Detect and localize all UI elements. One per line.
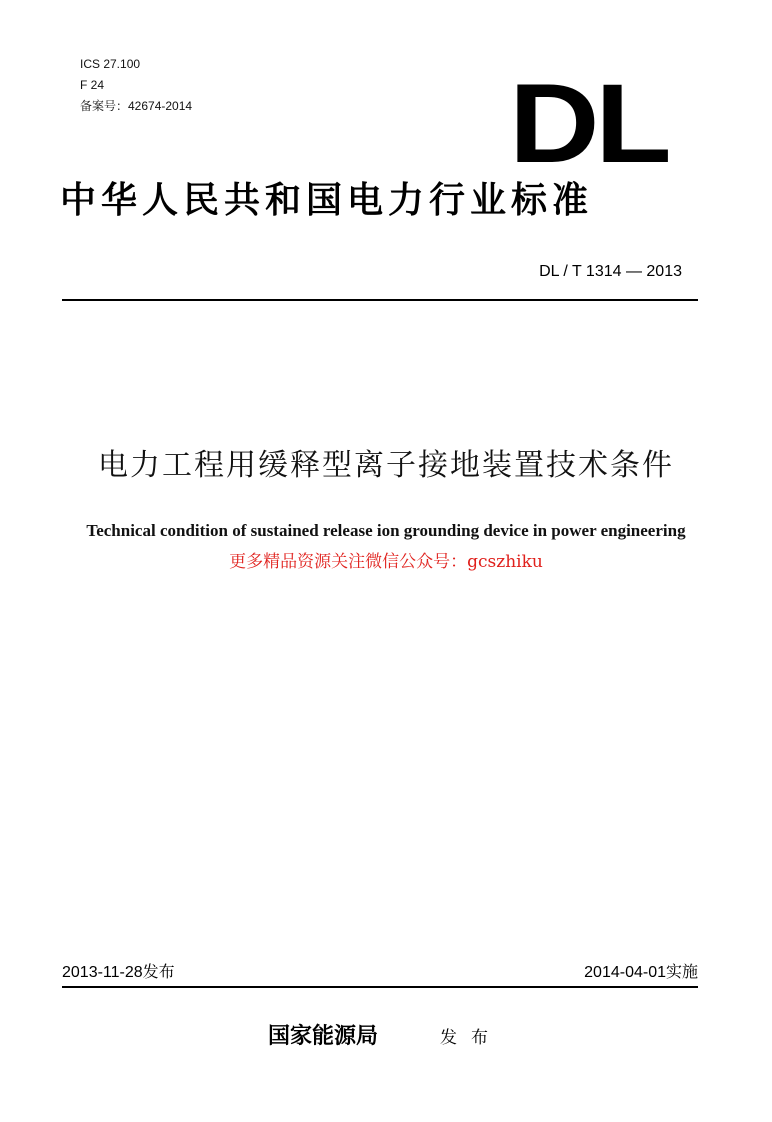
document-title-chinese: 电力工程用缓释型离子接地装置技术条件 — [98, 448, 674, 483]
watermark-text: 更多精品资源关注微信公众号：gcszhiku — [229, 552, 543, 572]
issuing-authority: 国家能源局 — [268, 1023, 379, 1049]
issue-action-label: 发布 — [440, 1028, 502, 1048]
footer-divider — [62, 986, 698, 988]
document-title-english: Technical condition of sustained release ion grounding device in power engineering — [86, 521, 686, 540]
ics-code: ICS 27.100 — [80, 57, 141, 71]
standard-category-title: 中华人民共和国电力行业标准 — [60, 180, 594, 221]
issue-date: 2013-11-28发布 — [62, 964, 175, 981]
effective-date: 2014-04-01实施 — [584, 964, 698, 981]
ccs-code: F 24 — [80, 78, 105, 92]
dl-logo: DL — [509, 61, 668, 186]
standard-number: DL / T 1314 — 2013 — [539, 263, 682, 280]
header-divider — [62, 299, 698, 301]
record-number: 备案号：42674-2014 — [80, 99, 193, 113]
